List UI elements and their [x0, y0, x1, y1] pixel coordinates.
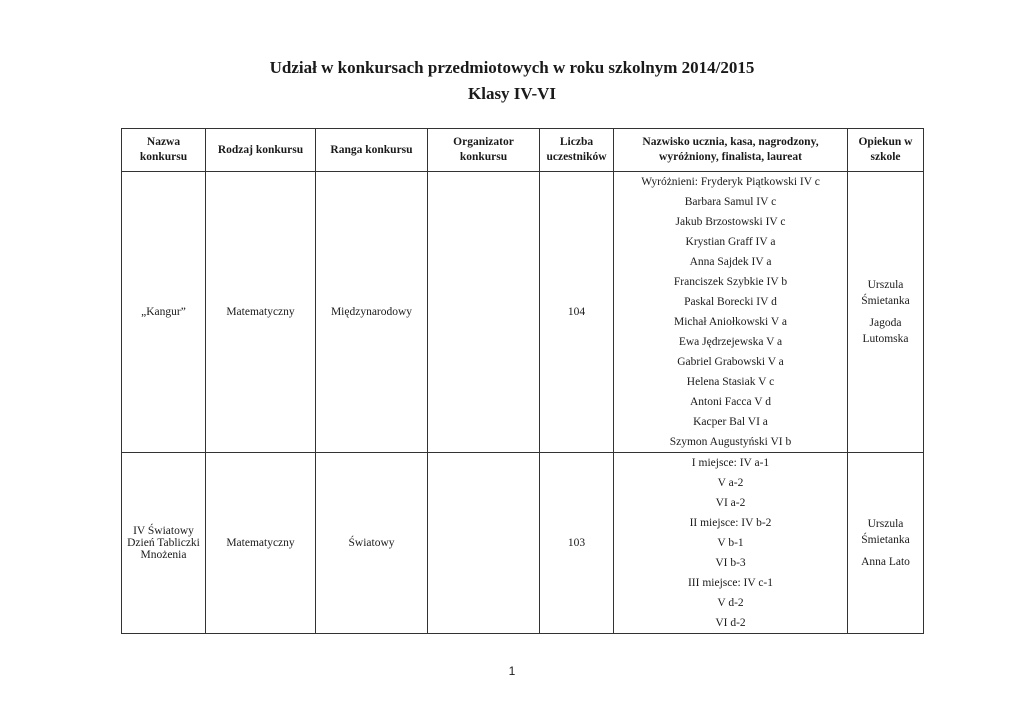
- student-entry: Franciszek Szybkie IV b: [673, 276, 788, 288]
- contest-rank: Światowy: [316, 453, 428, 634]
- student-entry: Jakub Brzostowski IV c: [675, 216, 786, 228]
- page-title: Udział w konkursach przedmiotowych w roku szkolnym 2014/2015: [269, 58, 755, 77]
- student-entry: Ewa Jędrzejewska V a: [678, 336, 783, 348]
- contest-organizer: [428, 453, 540, 634]
- student-entry: Antoni Facca V d: [689, 396, 772, 408]
- student-entry: Anna Sajdek IV a: [689, 256, 772, 268]
- table-header-row: [122, 129, 924, 172]
- col-header-name: Nazwa konkursu: [122, 129, 206, 172]
- student-entry: Wyróżnieni: Fryderyk Piątkowski IV c: [641, 176, 820, 188]
- page-subtitle: Klasy IV-VI: [468, 84, 556, 103]
- contest-name: „Kangur”: [122, 172, 206, 453]
- student-entry: Helena Stasiak V c: [686, 376, 775, 388]
- student-entry: III miejsce: IV c-1: [687, 577, 774, 589]
- student-entry: Krystian Graff IV a: [685, 236, 776, 248]
- page-number: 1: [508, 664, 516, 678]
- contest-students: [614, 172, 848, 453]
- tutor-name: Urszula Śmietanka: [861, 279, 910, 307]
- contest-participants: 103: [540, 453, 614, 634]
- student-entry: Paskal Borecki IV d: [684, 296, 777, 308]
- col-header-organizer: Organizator konkursu: [428, 129, 540, 172]
- contest-name: IV Światowy Dzień Tabliczki Mnożenia: [122, 453, 206, 634]
- student-entry: I miejsce: IV a-1: [691, 457, 770, 469]
- student-entry: VI a-2: [715, 497, 746, 509]
- student-entry: Kacper Bal VI a: [693, 416, 768, 428]
- student-entry: Szymon Augustyński VI b: [669, 436, 792, 448]
- tutor-name: Anna Lato: [861, 556, 910, 568]
- student-entry: V b-1: [717, 537, 744, 549]
- contest-participants: 104: [540, 172, 614, 453]
- col-header-type: Rodzaj konkursu: [206, 129, 316, 172]
- contest-organizer: [428, 172, 540, 453]
- contest-rank: Międzynarodowy: [316, 172, 428, 453]
- col-header-rank: Ranga konkursu: [316, 129, 428, 172]
- contest-tutors: [848, 172, 924, 453]
- tutor-name: Urszula Śmietanka: [861, 518, 910, 546]
- tutor-name: Jagoda Lutomska: [862, 317, 909, 345]
- contest-type: Matematyczny: [206, 453, 316, 634]
- col-header-participants: Liczba uczestników: [540, 129, 614, 172]
- contest-type: Matematyczny: [206, 172, 316, 453]
- col-header-students: Nazwisko ucznia, kasa, nagrodzony, wyróżniony, finalista, laureat: [614, 129, 848, 172]
- student-entry: Gabriel Grabowski V a: [677, 356, 784, 368]
- student-entry: VI b-3: [715, 557, 746, 569]
- student-entry: VI d-2: [715, 617, 746, 629]
- student-entry: V a-2: [717, 477, 744, 489]
- contest-students: [614, 453, 848, 634]
- contest-tutors: [848, 453, 924, 634]
- student-entry: V d-2: [717, 597, 744, 609]
- student-entry: Barbara Samul IV c: [684, 196, 777, 208]
- student-entry: Michał Aniołkowski V a: [674, 316, 787, 328]
- col-header-tutor: Opiekun w szkole: [848, 129, 924, 172]
- table-row: [122, 453, 924, 634]
- student-entry: II miejsce: IV b-2: [689, 517, 772, 529]
- table-row: [122, 172, 924, 453]
- contests-table: [121, 128, 924, 634]
